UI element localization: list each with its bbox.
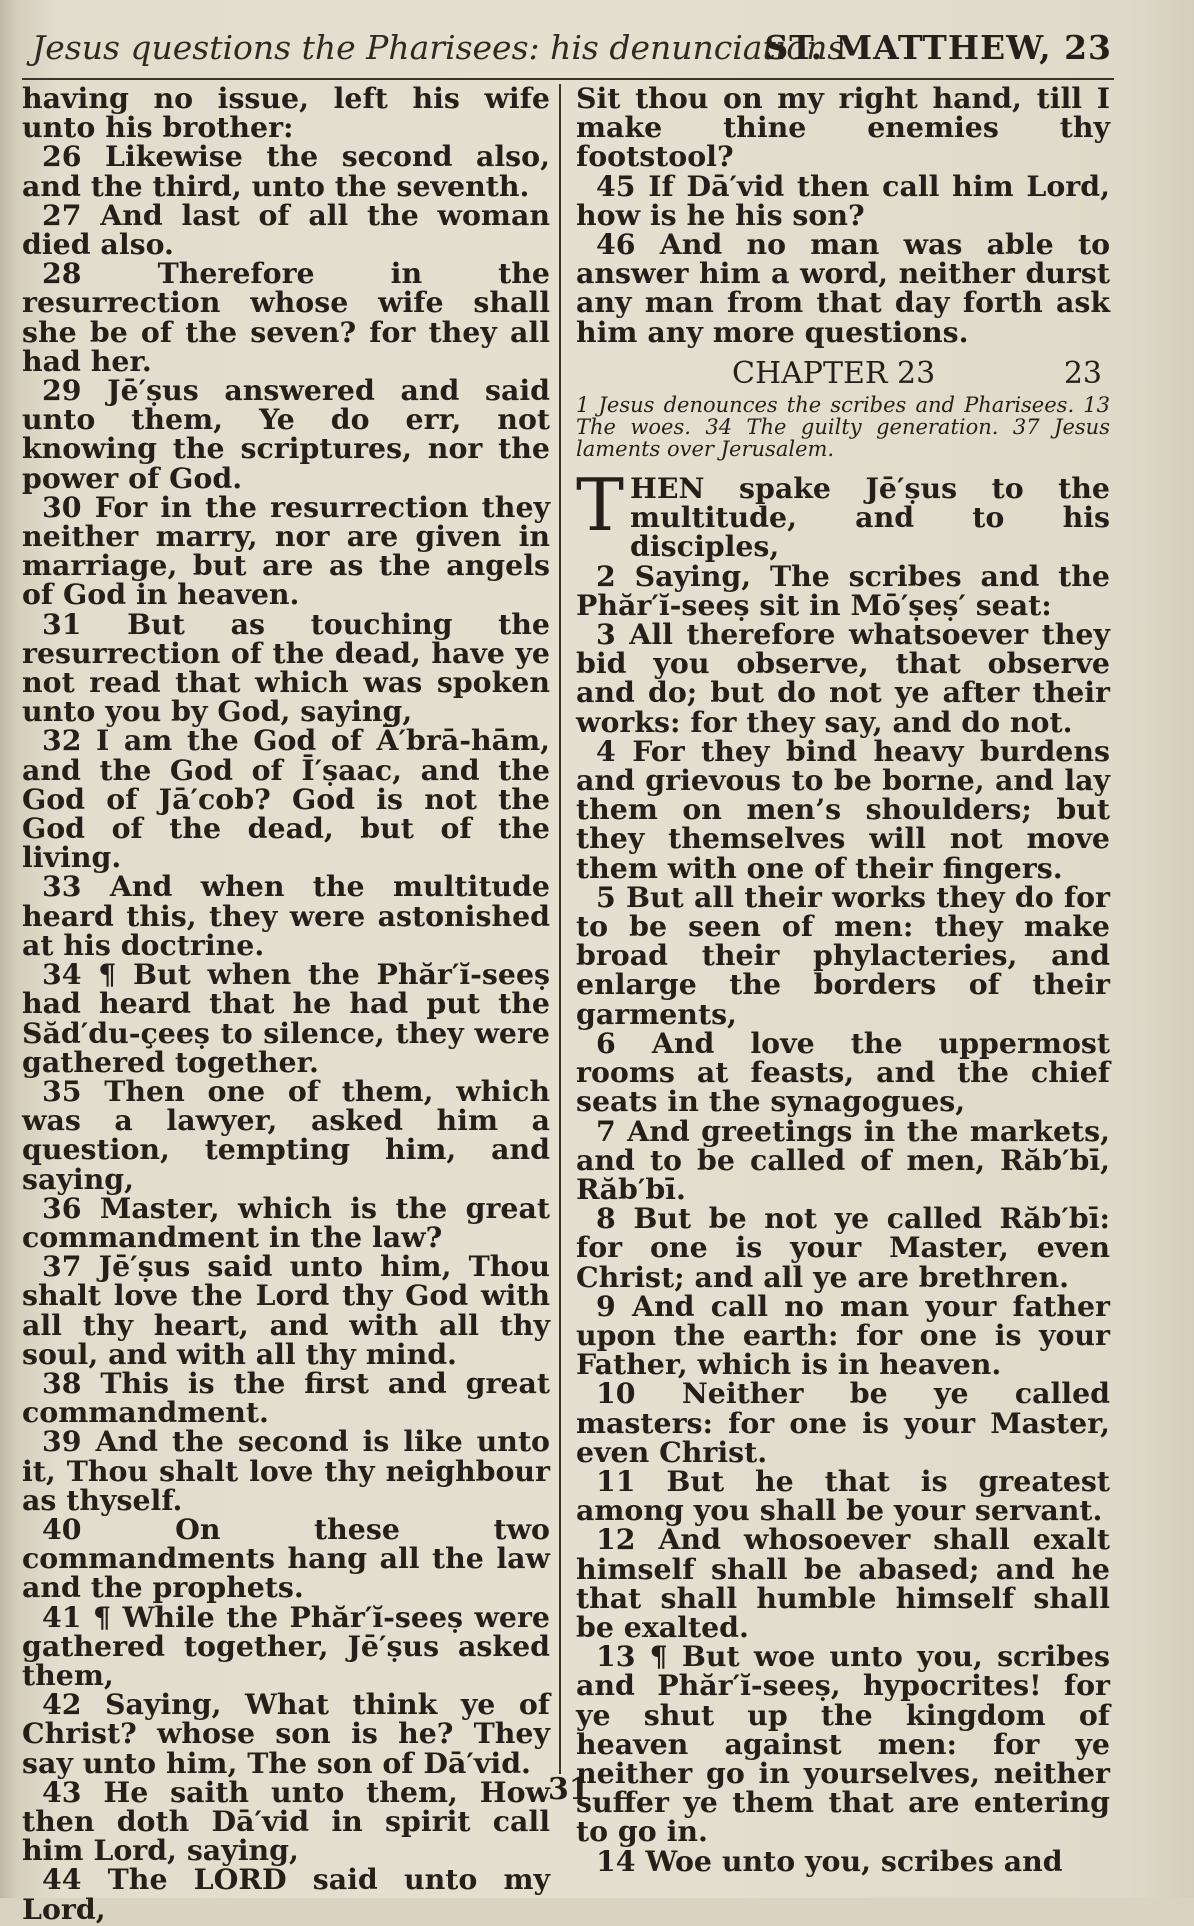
verse: 34 ¶ But when the Phăr′ĭ-seeṣ had heard that he had put the Săd′du-çeeṣ to silence, they were gathered together. <box>22 957 550 1079</box>
verse: 8 But be not ye called Răb′bī: for one is your Master, even Christ; and all ye are brethren. <box>576 1201 1110 1294</box>
page-number: 31 <box>548 1772 590 1807</box>
verse: 33 And when the multitude heard this, they were astonished at his doctrine. <box>22 869 550 962</box>
book-title: ST. MATTHEW, 23 <box>764 28 1112 67</box>
verse: 12 And whosoever shall exalt himself shall be abased; and he that shall humble himself shall be exalted. <box>576 1522 1110 1644</box>
running-head: Jesus questions the Pharisees: his denunciations <box>32 28 845 67</box>
chapter-number: 23 <box>1063 355 1102 391</box>
verse: 36 Master, which is the great commandment in the law? <box>22 1190 550 1254</box>
verse-1-text: HEN spake Jē′ṣus to the multitude, and to his disciples, <box>630 471 1110 564</box>
verse: 42 Saying, What think ye of Christ? whose son is he? They say unto him, The son of Dā′vid. <box>22 1687 550 1780</box>
page-header <box>32 24 1112 74</box>
right-column <box>576 81 1110 1878</box>
verse: 9 And call no man your father upon the earth: for one is your Father, which is in heaven. <box>576 1288 1110 1382</box>
verse: 31 But as touching the resurrection of the dead, have ye not read that which was spoken unto you by God, saying, <box>22 606 550 729</box>
verse-1 <box>576 463 1110 564</box>
verse: 32 I am the God of Ā′brā-hām, and the God of Ī′ṣaac, and the God of Jā′cob? God is not the God of the dead, but of the living. <box>22 723 550 875</box>
verse: 28 Therefore in the resurrection whose wife shall she be of the seven? for they all had her. <box>22 256 550 378</box>
verse: Sit thou on my right hand, till I make thine enemies thy footstool? <box>576 81 1110 174</box>
verse: 37 Jē′ṣus said unto him, Thou shalt love the Lord thy God with all thy heart, and with all thy soul, and with all thy mind. <box>22 1249 550 1371</box>
verse: 7 And greetings in the markets, and to be called of men, Răb′bī, Răb′bī. <box>576 1113 1110 1206</box>
chapter-synopsis: 1 Jesus denounces the scribes and Pharisees. 13 The woes. 34 The guilty generation. 37 Jesus laments over Jerusalem. <box>576 393 1110 462</box>
chapter-heading <box>576 355 1110 391</box>
verse: 40 On these two commandments hang all the law and the prophets. <box>22 1511 550 1605</box>
verse: 26 Likewise the second also, and the third, unto the seventh. <box>22 139 550 203</box>
verse: 4 For they bind heavy burdens and grievous to be borne, and lay them on men’s shoulders; but they themselves will not move them with one of their fingers. <box>576 733 1110 885</box>
header-rule <box>22 78 1114 80</box>
verse: 44 The LORD said unto my Lord, <box>22 1862 550 1926</box>
verse: 14 Woe unto you, scribes and <box>596 1843 1063 1878</box>
column-divider <box>559 84 561 1774</box>
verse: 6 And love the uppermost rooms at feasts, and the chief seats in the synagogues, <box>576 1025 1110 1119</box>
verse: 39 And the second is like unto it, Thou shalt love thy neighbour as thyself. <box>22 1424 550 1517</box>
verse: 38 This is the first and great commandment. <box>22 1365 550 1430</box>
verse: 41 ¶ While the Phăr′ĭ-seeṣ were gathered together, Jē′ṣus asked them, <box>22 1599 550 1692</box>
verse: 43 He saith unto them, How then doth Dā′vid in spirit call him Lord, saying, <box>22 1774 550 1868</box>
verse: 13 ¶ But woe unto you, scribes and Phăr′ĭ-seeṣ, hypocrites! for ye shut up the kingdom of heaven against men: for ye neither go in yourselves, neither suffer ye them that are entering to go in. <box>576 1639 1110 1849</box>
verse: 10 Neither be ye called masters: for one is your Master, even Christ. <box>576 1376 1110 1469</box>
verse: 46 And no man was able to answer him a word, neither durst any man from that day forth ask him any more questions. <box>576 227 1110 349</box>
verse: 5 But all their works they do for to be seen of men: they make broad their phylacteries, and enlarge the borders of their garments, <box>576 879 1110 1031</box>
verse: having no issue, left his wife unto his brother: <box>22 81 550 145</box>
right-column-top <box>576 81 1110 349</box>
verse: 27 And last of all the woman died also. <box>22 197 550 262</box>
verse: 45 If Dā′vid then call him Lord, how is he his son? <box>576 168 1110 232</box>
right-column-bottom <box>576 558 1110 1878</box>
left-column <box>22 81 550 1926</box>
verse: 2 Saying, The scribes and the Phăr′ĭ-seeṣ sit in Mō′ṣeṣ′ seat: <box>576 558 1110 622</box>
verse: 29 Jē′ṣus answered and said unto them, Ye do err, not knowing the scriptures, nor the power of God. <box>22 373 550 495</box>
verse: 3 All therefore whatsoever they bid you observe, that observe and do; but do not ye after their works: for they say, and do not. <box>576 617 1110 739</box>
verse: 30 For in the resurrection they neither marry, nor are given in marriage, but are as the angels of God in heaven. <box>22 489 550 612</box>
drop-cap: T <box>576 463 625 548</box>
verse: 35 Then one of them, which was a lawyer, asked him a question, tempting him, and saying, <box>22 1073 550 1196</box>
verse: 11 But he that is greatest among you shall be your servant. <box>576 1463 1110 1528</box>
chapter-label: CHAPTER 23 <box>732 355 936 391</box>
